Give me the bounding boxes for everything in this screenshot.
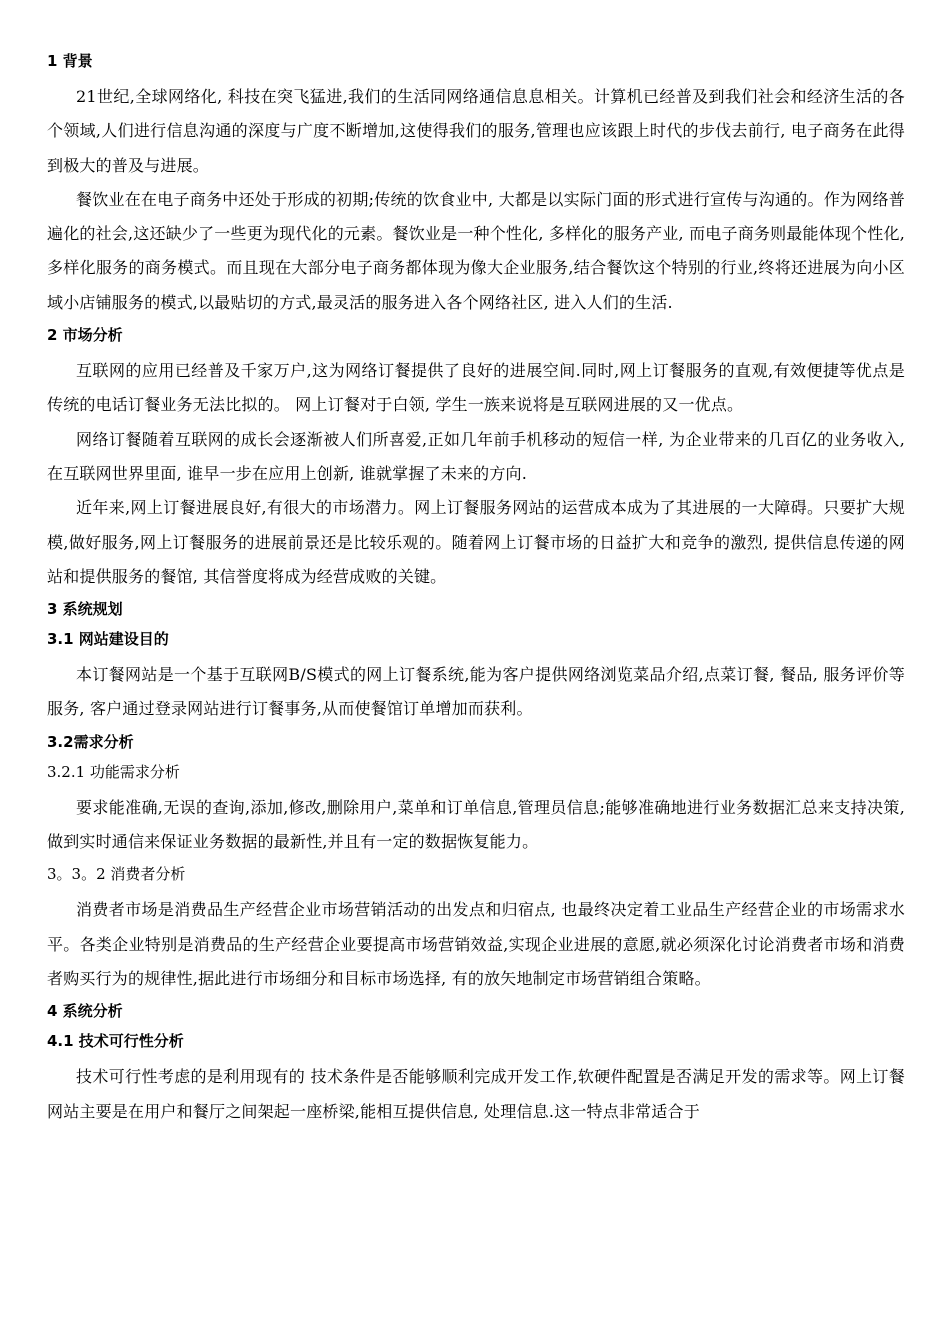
- paragraph-market-3: 近年来,网上订餐进展良好,有很大的市场潜力。网上订餐服务网站的运营成本成为了其进展的一大障碍。只要扩大规模,做好服务,网上订餐服务的进展前景还是比较乐观的。随着网上订餐市场的日益扩大和竞争的激烈, 提供信息传递的网站和提供服务的餐馆, 其信誉度将成为经营成败的关键。: [47, 498, 905, 586]
- section-heading-background: 1 背景: [47, 52, 93, 70]
- subsubsection-heading-consumer: 3。3。2 消费者分析: [47, 865, 186, 884]
- paragraph-technical-feasibility: 技术可行性考虑的是利用现有的 技术条件是否能够顺利完成开发工作,软硬件配置是否满足开发的需求等。网上订餐网站主要是在用户和餐厅之间架起一座桥梁,能相互提供信息, 处理信息.这一特点非常适合于: [47, 1067, 905, 1121]
- subsubsection-heading-functional: 3.2.1 功能需求分析: [47, 762, 180, 781]
- document-page: [47, 50, 905, 1129]
- section-heading-market-analysis: 2 市场分析: [47, 326, 123, 345]
- paragraph-functional: 要求能准确,无误的查询,添加,修改,删除用户,菜单和订单信息,管理员信息;能够准确地进行业务数据汇总来支持决策, 做到实时通信来保证业务数据的最新性,并且有一定的数据恢复能力。: [47, 797, 905, 852]
- paragraph-market-1: 互联网的应用已经普及千家万户,这为网络订餐提供了良好的进展空间.同时,网上订餐服务的直观,有效便捷等优点是传统的电话订餐业务无法比拟的。 网上订餐对于白领, 学生一族来说将是互联网进展的又一优点。: [47, 361, 905, 415]
- paragraph-background-1: 21世纪,全球网络化, 科技在突飞猛进,我们的生活同网络通信息息相关。计算机已经普及到我们社会和经济生活的各个领域,人们进行信息沟通的深度与广度不断增加,这使得我们的服务,管理也应该跟上时代的步伐去前行, 电子商务在此得到极大的普及与进展。: [47, 87, 905, 175]
- paragraph-consumer: 消费者市场是消费品生产经营企业市场营销活动的出发点和归宿点, 也最终决定着工业品生产经营企业的市场需求水平。各类企业特别是消费品的生产经营企业要提高市场营销效益,实现企业进展的意愿,就必须深化讨论消费者市场和消费者购买行为的规律性,据此进行市场细分和目标市场选择, 有的放矢地制定市场营销组合策略。: [47, 900, 905, 988]
- section-heading-system-analysis: 4 系统分析: [47, 1002, 123, 1021]
- subsection-heading-technical-feasibility: 4.1 技术可行性分析: [47, 1032, 184, 1051]
- paragraph-market-2: 网络订餐随着互联网的成长会逐渐被人们所喜爱,正如几年前手机移动的短信一样, 为企业带来的几百亿的业务收入,在互联网世界里面, 谁早一步在应用上创新, 谁就掌握了未来的方向.: [47, 429, 905, 483]
- paragraph-background-2: 餐饮业在在电子商务中还处于形成的初期;传统的饮食业中, 大都是以实际门面的形式进行宣传与沟通的。作为网络普遍化的社会,这还缺少了一些更为现代化的元素。餐饮业是一种个性化, 多样化的服务产业, 而电子商务则最能体现个性化,多样化服务的商务模式。而且现在大部分电子商务都体现为像大企业服务,结合餐饮这个特别的行业,终将还进展为向小区域小店铺服务的模式,以最贴切的方式,最灵活的服务进入各个网络社区, 进入人们的生活.: [47, 189, 905, 312]
- subsection-heading-site-purpose: 3.1 网站建设目的: [47, 630, 169, 649]
- paragraph-site-purpose: 本订餐网站是一个基于互联网B/S模式的网上订餐系统,能为客户提供网络浏览菜品介绍,点菜订餐, 餐品, 服务评价等服务, 客户通过登录网站进行订餐事务,从而使餐馆订单增加而获利。: [47, 665, 905, 719]
- section-heading-system-planning: 3 系统规划: [47, 600, 123, 619]
- subsection-heading-requirements: 3.2需求分析: [47, 732, 134, 751]
